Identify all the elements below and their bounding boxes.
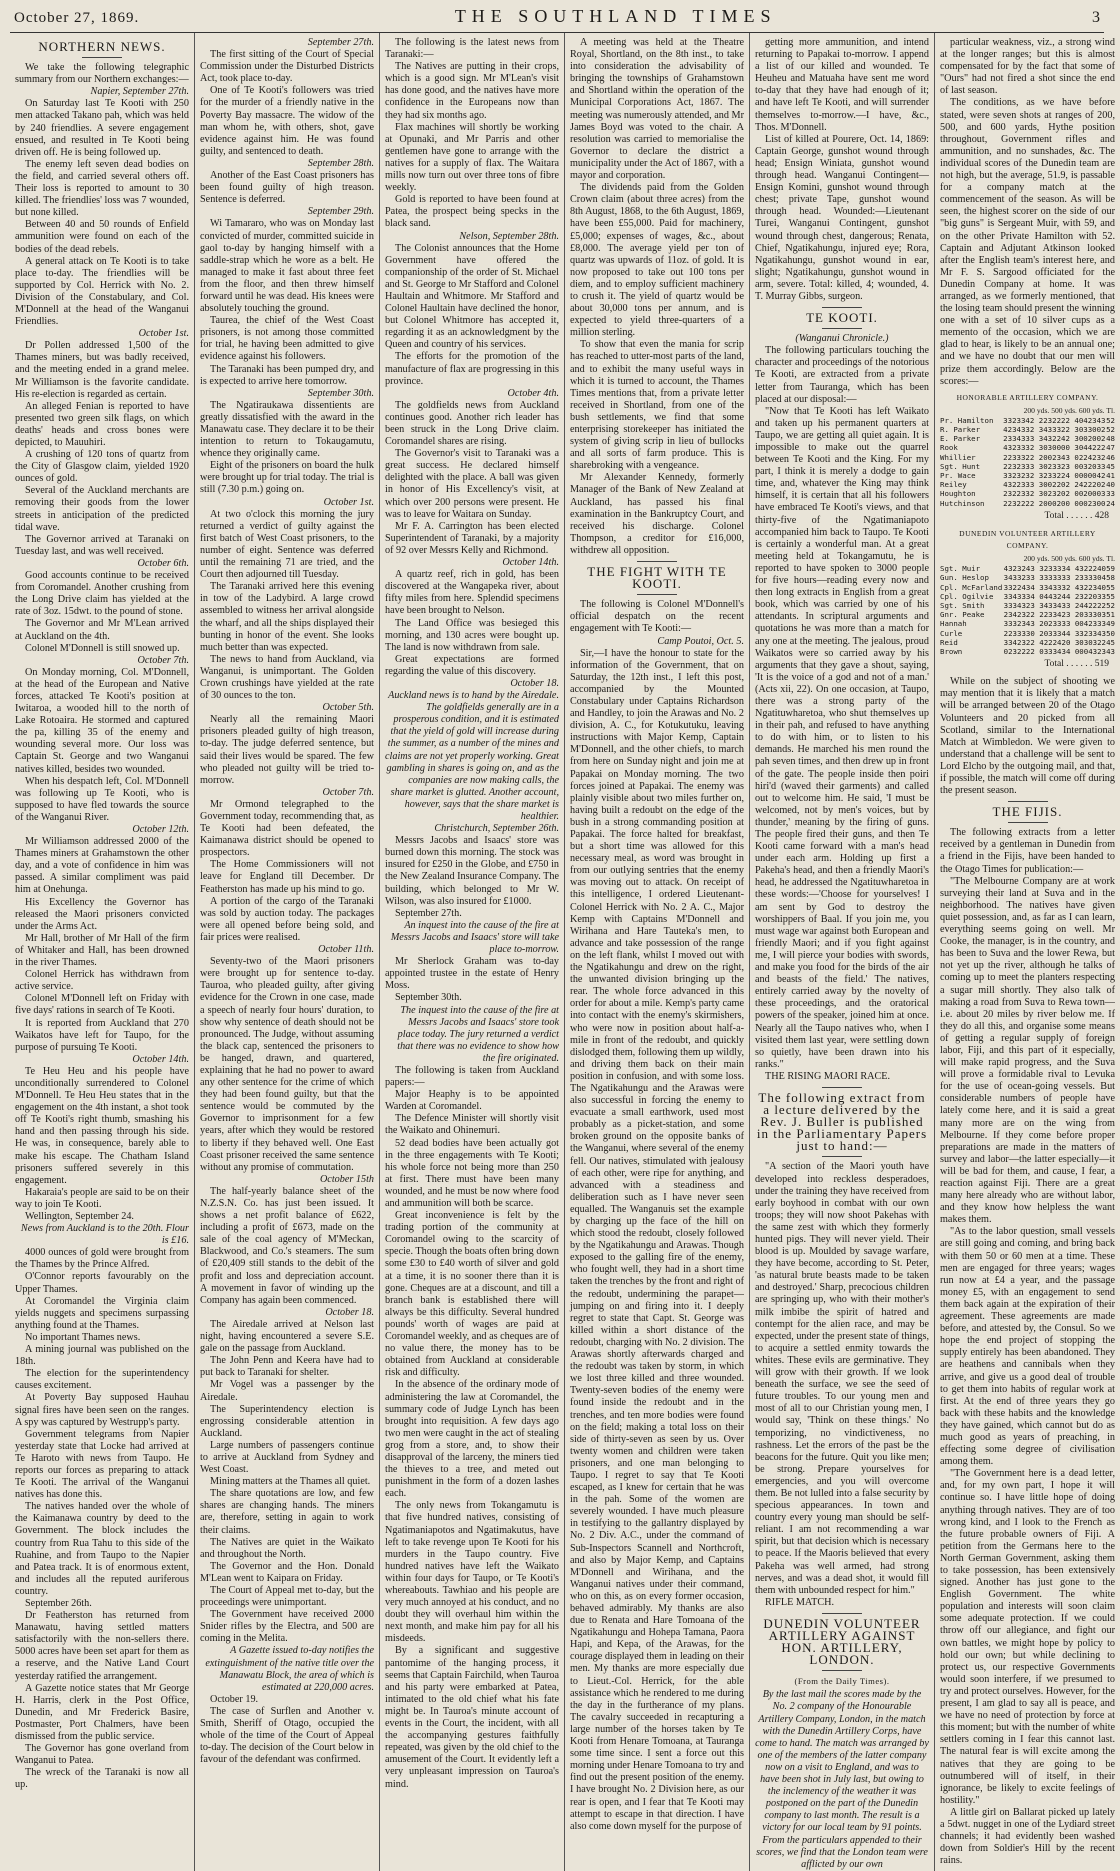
table-row	[940, 629, 1115, 638]
divider	[822, 1670, 862, 1671]
article-paragraph: Colonel M'Donnell is still snowed up.	[25, 642, 180, 654]
article-paragraph: Major Heaphy is to be appointed Warden at Coromandel.	[385, 1089, 559, 1113]
article-paragraph: One of Te Kooti's followers was tried for the murder of a friendly native in the Poverty Bay massacre. The widow of the man whom he, with others, shot, gave evidence against him. He was found guilty, and sentenced to death.	[200, 85, 374, 157]
article-paragraph: Another of the East Coast prisoners has been found guilty of high treason. Sentence is deferred.	[200, 170, 374, 206]
shooter-total: 59	[1106, 564, 1115, 574]
article-paragraph: Mr Hall, brother of Mr Hall of the firm of Whitaker and Hall, has been drowned in the river Thames.	[15, 932, 189, 969]
article-paragraph: At two o'clock this morning the jury returned a verdict of guilty against the first batch of West Coast prisoners, to the number of eight. Sentence was deferred until the remaining 71 are tried, and the Court then adjourned till Tuesday.	[200, 508, 374, 581]
article-paragraph: List of killed at Pourere, Oct. 14, 1869: Captain George, gunshot wound through head; Ensign Winiata, gunshot wound through head. Wanganui Contingent—Ensign Komini, gunshot wound through chest; private Tape, gunshot wound through head. Wounded:—Lieutenant Turei, Wanganui Contingent, gunshot wound through chest, dangerous; Renata, Chief, Ngatikahungu, injured eye; Rora, Ngatikahungu, gunshot wound in ear, slight; Ngatikahungu, gunshot wound in arm, severe. Total: killed, 4; wounded, 4. T. Murray Gibbs, surgeon.	[755, 133, 929, 302]
total-hac: Total . . . . . . 428	[1044, 510, 1109, 521]
divider	[82, 57, 122, 58]
shooter-name: Brown	[940, 646, 963, 656]
article-paragraph: O'Connor reports favourably on the Upper Thames.	[15, 1271, 189, 1295]
article-paragraph: Nearly all the remaining Maori prisoners pleaded guilty of high treason, to-day. The judge deferred sentence, but said their lives would be spared. The few who pleaded not guilty will be tried to-morrow.	[200, 714, 374, 786]
article-paragraph: The Court of Appeal met to-day, but the proceedings were unimportant.	[200, 1585, 374, 1609]
dateline: September 30th.	[307, 387, 374, 399]
table-row	[940, 489, 1115, 498]
article-paragraph: September 30th.	[395, 992, 462, 1004]
article-paragraph: Colonel M'Donnell left on Friday with five days' rations in search of Te Kooti.	[15, 993, 189, 1017]
article-paragraph: Messrs Jacobs and Isaacs' store was burned down this morning. The stock was insured for £250 in the Globe, and £750 in the New Zealand Insurance Company. The building, which belonged to Mr W. Wilson, was also insured for £1000.	[385, 835, 559, 907]
dateline: Nelson, September 28th.	[459, 230, 559, 242]
dateline: Auckland news is to hand by the Airedale. The goldfields generally are in a prosperous condition, and it is estimated that the yield of gold will increase during the summer, as a number of the mines and claims are not yet properly working. Great gambling in shares is going on, and as the companies are now making calls, the share market is glutted. Another account, however, says that the share market is healthier.	[385, 690, 560, 822]
article-paragraph: The Natives are quiet in the Waikato and throughout the North.	[200, 1536, 374, 1560]
heading-the-fijis: THE FIJIS.	[992, 804, 1063, 820]
shot-scores: 4234332 3433322 3033002	[1003, 425, 1106, 435]
shooter-name: Gnr. Peake	[940, 610, 985, 620]
shooter-name: Sgt. Smith	[940, 600, 985, 610]
section-heading: TE KOOTI.	[806, 310, 878, 326]
shooter-name: Cpl. McFarland	[940, 582, 1003, 592]
article-paragraph: Seventy-two of the Maori prisoners were brought up for sentence to-day. Tauroa, who pleaded guilty, after giving evidence for the Crown in one case, made a speech of nearly four hours' duration, to show why sentence of death should not be pronounced. The Judge, without assuming the black cap, sentenced the prisoners to be hanged, drawn, and quartered, explaining that he had no power to award any other sentence for the crime of which they had been found guilty, but that the sentence would be commuted by the Governor to imprisonment for a few years, after which they would be restored to liberty if they behaved well. One East Coast prisoner received the same sentence without any promise of commutation.	[200, 956, 374, 1173]
divider	[822, 307, 862, 308]
table-row	[940, 434, 1115, 443]
section-heading: The following extract from a lecture delivered by the Rev. J. Buller is published in the Parliamentary Papers just to hand:—	[756, 1089, 928, 1154]
shooter-name: Rook	[940, 443, 958, 453]
article-paragraph: Mr Ormond telegraphed to the Government today, recommending that, as Te Kooti had been defeated, the Kaimanawa district should be opened to prospectors.	[200, 798, 374, 859]
shot-scores: 3323342 2232222 4042343	[1003, 415, 1106, 425]
col6-body-top	[940, 37, 1115, 388]
article-paragraph: By a significant and suggestive pantomime of the hanging process, it seems that Captain Fairchild, when Tauroa and his party were embarked at Patea, intimated to the old chief what his fate might be. In Tauroa's minute account of events in the Court, the incident, with all the accompanying gestures faithfully repeated, was given by the old chief to the amusement of the Court. It evidently left a very unpleasant impression on Tauroa's mind.	[385, 1645, 559, 1790]
dateline: October 12th.	[132, 824, 189, 835]
article-paragraph: The goldfields news from Auckland continues good. Another rich leader has been struck in the Long Drive claim. Coromandel shares are rising.	[385, 399, 559, 448]
shot-scores: 3342322 4222420 3030322	[1003, 637, 1106, 647]
columns	[10, 33, 1115, 1870]
article-paragraph: A mining journal was published on the 18th.	[15, 1344, 189, 1368]
shot-scores: 3343334 0443244 2322033	[1003, 591, 1106, 601]
article-paragraph: The share quotations are low, and few shares are changing hands. The miners are, therefore, setting in again to work their claims.	[200, 1488, 374, 1536]
section-heading: THE FIGHT WITH TE KOOTI.	[587, 564, 727, 592]
dateline: Napier, September 27th.	[90, 86, 189, 98]
article-paragraph: Colonel Herrick has withdrawn from active service.	[15, 969, 189, 993]
article-paragraph: The Taranaki arrived here this evening in tow of the Ladybird. A large crowd assembled to witness her arrival alongside the wharf, and all the ships displayed their bunting in honor of the event. She looks much better than was expected.	[200, 581, 374, 653]
table-row	[940, 462, 1115, 471]
article-paragraph: getting more ammunition, and intend returning to Papakai to-morrow. I append a list of our killed and wounded. Te Heuheu and Matuaha have sent me word to-day that they have had enough of it; and have left Te Kooti, and will surrender themselves to-morrow.—I have, &c., Thos. M'Donnell.	[755, 37, 929, 133]
table-title-hac: HONORABLE ARTILLERY COMPANY.	[956, 392, 1099, 402]
article-paragraph: The Natives are putting in their crops, which is a good sign. Mr M'Lean's visit has done good, and the natives have more confidence in the Europeans now than they had six months ago.	[385, 61, 559, 121]
shooter-name: Cpl. Ogilvie	[940, 591, 994, 601]
article-paragraph: We take the following telegraphic summary from our Northern exchanges:—	[15, 62, 189, 86]
article-paragraph: The Taranaki has been pumped dry, and is expected to arrive here tomorrow.	[200, 363, 374, 387]
section-heading: DUNEDIN VOLUNTEER ARTILLERY AGAINST HON. ARTILLERY, LONDON.	[763, 1615, 921, 1668]
newspaper-title: THE SOUTHLAND TIMES	[454, 6, 777, 26]
article-paragraph: The John Penn and Keera have had to put back to Taranaki for shelter.	[200, 1355, 374, 1379]
shooter-total: 55	[1106, 591, 1115, 601]
column-3	[380, 33, 565, 1871]
issue-date: October 27, 1869.	[14, 10, 140, 26]
article-paragraph: Te Heu Heu and his people have unconditionally surrendered to Colonel M'Donnell. Te Heu Heu states that in the engagement on the 4th instant, a shot took off Te Kooti's right thumb, smashing his hand and then passing through his side. He was, in consequence, barely able to make his escape. The Chatham Island prisoners suffered severely in this engagement.	[15, 1065, 189, 1186]
article-paragraph: The enemy left seven dead bodies on the field, and carried several others off. Their loss is reported to amount to 30 killed. The friendlies' loss was 7 wounded, but none killed.	[15, 158, 189, 219]
column-1	[10, 33, 195, 1871]
dateline: The inquest into the cause of the fire at Messrs Jacobs and Isaacs' store took place today. The jury returned a verdict that there was no evidence to show how the fire originated.	[397, 1004, 559, 1064]
dateline: October 15th	[319, 1173, 374, 1185]
article-paragraph: At Poverty Bay supposed Hauhau signal fires have been seen on the ranges. A spy was captured by Westrupp's party.	[15, 1392, 189, 1428]
article-paragraph: The efforts for the promotion of the manufacture of flax are progressing in this province.	[385, 351, 559, 387]
shot-scores: 4322333 3002202 2422202	[1003, 480, 1106, 490]
article-paragraph: No important Thames news.	[25, 1331, 141, 1343]
shooter-total: 50	[1106, 628, 1115, 638]
dateline: A Gazette issued to-day notifies the extinguishment of the native title over the Manawatu Block, the area of which is estimated at 220,000 acres.	[205, 1645, 374, 1693]
shooter-name: R. Parker	[940, 425, 981, 435]
col2-body	[200, 37, 374, 1766]
divider	[822, 1156, 862, 1157]
article-paragraph: Dr Featherston has returned from Manawatu, having settled matters satisfactorily with the non-sellers there. 5000 acres have been set apart for them as a reserve, and the Native Land Court yesterday ratified the arrangement.	[15, 1610, 189, 1682]
article-paragraph: On Saturday last Te Kooti with 250 men attacked Takano pah, which was held by 240 friendlies. A severe engagement ensued, and resulted in Te Kooti being driven off. He is being followed up.	[15, 98, 189, 158]
table-row	[940, 619, 1115, 628]
shooter-name: E. Parker	[940, 434, 981, 444]
article-paragraph: A Gazette notice states that Mr George H. Harris, clerk in the Post Office, Dunedin, and Mr Frederick Basire, Postmaster, Port Chalmers, have been dismissed from the public service.	[15, 1682, 189, 1743]
divider	[1008, 822, 1048, 823]
article-paragraph: The first sitting of the Court of Special Commission under the Disturbed Districts Act, took place to-day.	[200, 49, 374, 85]
article-paragraph: The Ngatiraukawa dissentients are greatly dissatisfied with the award in the Manawatu case. They declare it to be their intention to return to Tokaugamutu, whence they originally came.	[200, 399, 374, 460]
shooter-name: Reiley	[940, 480, 967, 490]
scores-table-dunedin	[940, 564, 1115, 656]
article-paragraph: Mr F. A. Carrington has been elected Superintendent of Taranaki, by a majority of 92 over Messrs Kelly and Richmond.	[385, 520, 559, 556]
article-paragraph: His Excellency the Governor has released the Maori prisoners convicted under the Arms Act.	[15, 896, 189, 932]
divider	[822, 1613, 862, 1614]
table-title-dunedin: DUNEDIN VOLUNTEER ARTILLERY COMPANY.	[959, 528, 1096, 551]
scores-table-hac	[940, 416, 1115, 508]
article-paragraph: The Land Office was besieged this morning, and 130 acres were bought up. The land is now withdrawn from sale.	[385, 617, 559, 653]
shooter-total: 40	[1106, 480, 1115, 490]
dateline: October 7th.	[137, 654, 189, 666]
total-label: Total	[1044, 510, 1064, 521]
shooter-name: Whillier	[940, 452, 976, 462]
shot-scores: 2232333 3023323 0032033	[1003, 461, 1106, 471]
col6-body-mid	[940, 676, 1115, 797]
shot-scores: 3323232 3233224 0000042	[1003, 471, 1106, 481]
column-5	[750, 33, 935, 1871]
article-paragraph: The Defence Minister will shortly visit the Waikato and Ohinemuri.	[385, 1113, 559, 1137]
article-paragraph: Mr Vogel was a passenger by the Airedale.	[200, 1379, 374, 1403]
divider	[822, 328, 862, 329]
article-paragraph: The election for the superintendency causes excitement.	[15, 1368, 189, 1392]
article-paragraph: "The Government here is a dead letter, and, for my own part, I hope it will continue so. I have little hope of doing anything through natives. They are of too wrong kind, and I look to the French as the future probable owners of Fiji. A petition from the Germans here to the North German Government, asking them to take possession, has been extensively signed. Another has just gone to the English Government. The white population and interests will soon claim some adequate protection. If we could throw off our allegiance, and fight our own battles, we might hope by policy to hold our own; but while declining to protect us, our respective Governments would soon interfere, if we presumed to try and protect ourselves. However, for the present, I am glad to say all is peace, and we have no need of protection by force at this moment; but with the number of white settlers coming in I fear this cannot last. The natural fear is will excite among the natives that they are going to be outnumbered will of itself, in their ignorance, be likely to excite feelings of hostility."	[940, 1468, 1115, 1806]
column-2	[195, 33, 380, 1871]
shooter-total: 24	[1106, 498, 1115, 508]
table-row	[940, 592, 1115, 601]
article-paragraph: Sir,—I have the honour to state for the information of the Government, that on Saturday, the 12th inst., I left this post, accompanied by the Mounted Constabulary under Captains Richardson and Handley, to join the Arawas and No. 2 division, A. C., for Kotukutuku, leaving instructions with Major Kemp, Captain M'Donnell, and the other chiefs, to march from here on Sunday night and join me at Papakai on Monday morning. The two forces joined at Papakai. The enemy was plainly visible about two miles further on, having built a redoubt on the edge of the bush in a strong commanding position at Papakai. The force halted for breakfast, but a short time was allowed for this necessary meal, as word was brought in from our outlying sentries that the enemy was moving out to attack. On receipt of this intelligence, I ordered Lieutenant-Colonel Herrick with No. 2 A. C., Major Kemp with Captains M'Donnell and Wirihana and Hare Tauteka's men, to advance and take possession of the range on the left flank, whilst I moved out with the Ngatikahungu and drew on the right, the unwanted division bringing up the rear. The whole force advanced in this order for about a mile. Kemp's party came into contact with the enemy's skirmishers, who were now in position about half-a-mile in front of the redoubt, and quickly dislodged them, following them up wildly, and driving them back on their main position in confusion, and with some loss. The Ngatikahungu and the Arawas were also successful in forcing the enemy to evacuate a small earthwork, used most probably as a picket-station, and some broken ground on the opposite banks of the Wanganui, where several of the enemy fell. Our natives, stimulated with jealousy of each other, were ripe for anything, and advanced with a steadiness and deliberation such as I have never seen equalled. The Wanganuis set the example by charging up the face of the hill on which stood the redoubt, closely followed by the Ngatikahungu and Arawas. Though exposed to the galling fire of the enemy, who fought well, they had in a short time taken the trenches by the front and right of the redoubt, undermining the parapet—jumping on and firing into it. I deeply regret to state that Capt. St. George was killed within a short distance of the redoubt, charging with No. 2 division. The Arawas shortly afterwards charged and the redoubt was taken by storm, in which we lost three killed and three wounded. Twenty-seven bodies of the enemy were found inside the redoubt and in the trenches, and ten more bodies were found on the field; making a total loss on their side of thirty-seven as seen by us. Over twenty women and children were taken prisoners, and one man belonging to Taupo. I regret to say that Te Kooti escaped, as I knew for certain that he was in the pah. Some of the women are severely wounded. I have much pleasure in testifying to the gallantry displayed by No. 2 Div. A.C., under the command of Sub-Inspectors Scannell and Northcroft, and also by Major Kemp, and Captains M'Donnell and Wirihana, and the Wanganui natives under their command, who on this, as on every former occasion, behaved admirably. My thanks are also due to Renata and Hare Tomoana of the Ngatikahungu and Hohepa Tamana, Paora Hapi, and Kepa, of the Arawas, for the courage displayed them in leading on their men. My thanks are more especially due to Lieut.-Col. Herrick, for the able assistance which he rendered to me during the day in the furtherance of my plans. The cavalry succeeded in recapturing a large number of the horses taken by Te Kooti from Henare Tomoana, at Tauranga some time since. I sent a force out this morning under Henare Tomoana to try and find out the present position of the enemy. I have brought No. 2 Division here, as our rear is open, and I fear that Te Kooti may attempt to escape in that direction. I have also come down myself for the purpose of	[570, 647, 744, 1832]
article-paragraph: The case of Surflen and Another v. Smith, Sheriff of Otago, occupied the whole of the time of the Court of Appeal to-day. The decision of the Court below in favour of the defendant was confirmed.	[200, 1705, 374, 1766]
shooter-name: Sgt. Muir	[940, 564, 981, 574]
shot-scores: 0232222 0333434 0004323	[1003, 646, 1106, 656]
total-dunedin: Total . . . . . . 519	[1044, 659, 1109, 670]
article-paragraph: September 26th.	[25, 1598, 92, 1609]
shot-scores: 3332343 2023333 0042333	[1003, 619, 1106, 629]
article-paragraph: September 27th.	[395, 907, 462, 919]
shot-scores: 2233322 2002343 0224232	[1003, 452, 1106, 462]
dateline: October 14th.	[502, 557, 559, 569]
article-paragraph: Between 40 and 50 rounds of Enfield ammunition were found on each of the bodies of the dead rebels.	[15, 219, 189, 255]
shooter-total: 48	[1106, 434, 1115, 444]
article-paragraph: particular weakness, viz., a strong wind at the longer ranges; but this is almost compensated for by the fact that some of "Ours" had not fired a shot since the end of last season.	[940, 37, 1115, 97]
shooter-total: 58	[1106, 573, 1115, 583]
article-paragraph: The Governor has gone overland from Wanganui to Patea.	[15, 1743, 189, 1767]
article-paragraph: "A section of the Maori youth have developed into reckless desperadoes, under the training they have received from early boyhood in combat with our own troops; they will now shoot Pakehas with the same zest with which they formerly hunted pigs. They will never yield. Their blood is up. Moulded by savage warfare, they have become, according to St. Peter, 'as natural brute beasts made to be taken and destroyed.' Sharp, precocious children are springing up, who with their mother's milk imbibe the spirit of hatred and contempt for the alien race, and may be expected, under the present state of things, to acquire a settled enmity towards the whites. These evils are germinative. They will grow with their growth. If we look beneath the surface, we see the seed of future troubles. To our young men and most of all to our Christian young men, I would say, 'Think on these things.' No temporizing, no vindictiveness, no rashness. Let the errors of the past be the beacons for the future. Quit you like men; be strong. Prepare yourselves for emergencies, and you will overcome them. Be not lulled into a false security by specious appearances. In town and country every young man should be self-reliant. I am not recommending a war spirit, but that decision which is necessary to peace. If the Maoris believed that every Pakeha was well armed, had strong nerves, and was a dead shot, it would fill them with unbounded respect for him."	[755, 1161, 929, 1596]
article-paragraph: Government telegrams from Napier yesterday state that Locke had arrived at Te Haroto with news from Taupo. He reports our forces as preparing to attack Te Kooti. The arrival of the Wanganui natives has done this.	[15, 1428, 189, 1501]
shooter-total: 47	[1106, 443, 1115, 453]
article-paragraph: The following extracts from a letter received by a gentleman in Dunedin from a friend in the Fijis, have been handed to the Otago Times for publication:—	[940, 827, 1115, 875]
shooter-total: 49	[1106, 619, 1115, 629]
shot-scores: 2334333 3432242 3002002	[1003, 434, 1106, 444]
table-row	[940, 583, 1115, 592]
table-row	[940, 573, 1115, 582]
article-paragraph: The wreck of the Taranaki is now all up.	[15, 1767, 189, 1791]
subheading: (From the Daily Times).	[794, 1676, 890, 1687]
article-paragraph: Eight of the prisoners on board the hulk were brought up for trial today. The trial is still (7.30 p.m.) going on.	[200, 460, 374, 496]
table-header-dunedin: 200 yds. 500 yds. 600 yds. Tl.	[1023, 554, 1115, 564]
table-row	[940, 480, 1115, 489]
article-paragraph: On Monday morning, Col. M'Donnell, at the head of the European and Native forces, attacked Te Kooti's position at Iwitaroa, a wooded hill to the north of Lake Rotoaira. He stormed and captured the pa, killing 35 of the enemy and wounding several more. Our loss was Captain St. George and two Wanganui natives killed, besides two wounded.	[15, 666, 189, 775]
article-paragraph: The natives handed over the whole of the Kaimanawa country by deed to the Government. The block includes the country from Rua Tahu to this side of the Ruahine, and from Taupo to the Napier and Patea track. It is of enormous extent, and includes all the reputed auriferous country.	[15, 1501, 189, 1597]
article-paragraph: The dividends paid from the Golden Crown claim (about three acres) from the 8th August, 1868, to the 6th August, 1869, have been £55,000. Paid for machinery, £5,000; expenses of wages, &c., about £8,000. The average yield per ton of quartz was upwards of 11oz. of gold. It is now proposed to take out 100 tons per diem, and to employ sufficient machinery to crush it. The yield of quartz would be about 30,000 tons per annum, and is expected to yield three-quarters of a million sterling.	[570, 182, 744, 339]
dateline: October 11th.	[318, 944, 374, 956]
article-paragraph: "Now that Te Kooti has left Waikato and taken up his permanent quarters at Taupo, we are getting all quiet again. It is impossible to make out the quarrel between Te Kooti and the King. For my part, I think it is merely a dodge to gain time, and, whatever the King may think himself, it is certain that all his followers have embraced Te Kooti's views, and that thirty-five of the Ngatimaniapoto accompanied him back to Taupo. Te Kooti is certainly a wonderful man. At a great meeting held at Tokangamutu, he is reported to have spoken to 3000 people for five hours—reading every now and then long extracts in English from a great book, which was carried by one of his attendants. In scriptural arguments and quotations he was more than a match for any one at the meeting. The jealous, proud Waikatos were so carried away by his arguments that they gave a shout, saying, 'It is the voice of a god and not of a man.' (Acts xii, 22). On one occasion, at Taupo, there was a strong party of the Ngatituwharetoa, who shut themselves up in their pah, and refused to have anything to do with him, or to listen to his demands. He marched his men round the pah seven times, and then drew up in front of the gate. The people inside then poiri hiri'd (waved their garments) and called out to welcome him. He said, 'I must be welcomed, not by men's voices, but by thunder,' meaning by the firing of guns. The people fired their guns, and then Te Kooti came forward with a man's head under each arm. Holding up first a Pakeha's head, and then a friendly Maori's head, he addressed the Ngatituwharetoa in these words:—'Choose for yourselves! I am sent by God to destroy the worshippers of Baal. If you join me, you must wage war against both European and friendly Maori; and if you fight against me, I will pierce your bodies with swords, and make you food for the birds of the air and beasts of the field.' The natives, entirely carried away by the novelty of these proceedings, and the oratorical powers of the speaker, joined him at once. Nearly all the Taupo natives who, when I visited them last year, were settling down so quietly, have been drawn into his ranks."	[755, 405, 929, 1070]
shooter-total: 41	[1106, 471, 1115, 481]
shooter-total: 52	[1106, 425, 1115, 435]
source-note: By the last mail the scores made by the No. 2 company of the Honourable Artillery Company, London, in the match with the Dunedin Artillery Corps, have come to hand. The match was arranged by one of the members of the latter company now on a visit to England, and was to have been shot in July last, but owing to the inclemency of the weather it was postponed on the part of the Dunedin company to last month. The result is a victory for our local team by 91 points. From the particulars appended to their scores, we find that the London team were afflicted by our own	[755, 1689, 929, 1870]
shooter-total: 33	[1106, 489, 1115, 499]
article-paragraph: Flax machines will shortly be working at Opunaki, and Mr Parris and other gentlemen have gone to arrange with the natives for a supply of flax. The Waitara mills now turn out over three tons of fibre weekly.	[385, 121, 559, 194]
col5-body	[755, 37, 929, 1871]
column-4	[565, 33, 750, 1871]
article-paragraph: The following particulars touching the character and proceedings of the notorious Te Kooti, are extracted from a private letter from Tauranga, which has been placed at our disposal:—	[755, 345, 929, 405]
table-row	[940, 425, 1115, 434]
article-paragraph: Great expectations are formed regarding the value of this discovery.	[385, 653, 559, 677]
shot-scores: 3334323 3433433 2442222	[1003, 600, 1106, 610]
shooter-total: 45	[1106, 637, 1115, 647]
shot-scores: 2233330 2033344 3323343	[1003, 628, 1106, 638]
article-paragraph: RIFLE MATCH.	[765, 1596, 835, 1608]
table-row	[940, 638, 1115, 647]
article-paragraph: The following is taken from Auckland papers:—	[385, 1064, 559, 1089]
article-paragraph: Wellington, September 24.	[25, 1211, 134, 1222]
column-6	[935, 33, 1120, 1871]
article-paragraph: 52 dead bodies have been actually got in the three engagements with Te Kooti; his whole force not being more than 250 at first. There must have been many wounded, and he must be now where food and ammunition will both be scarce.	[385, 1137, 559, 1209]
article-paragraph: The news to hand from Auckland, via Wanganui, is unimportant. The Golden Crown crushings have yielded at the rate of 30 ounces to the ton.	[200, 653, 374, 702]
table-row	[940, 499, 1115, 508]
table-row	[940, 601, 1115, 610]
article-paragraph: October 19.	[210, 1693, 259, 1705]
shooter-total: 55	[1106, 582, 1115, 592]
col6-body-fiji	[940, 827, 1115, 1867]
heading-northern-news: NORTHERN NEWS.	[38, 39, 166, 54]
table-row	[940, 453, 1115, 462]
article-paragraph: "As to the labor question, small vessels are still going and coming, and bring back with them 50 or 60 men at a time. These men are engaged for three years; wages run now at £4 a year, and the passage money £5, with an engagement to send them back again at the expiration of their agreement. These agreements are made before, and attested by, the Consul. So we hope the end project of stopping the supply entirely has been abandoned. They are heathens and cannibals when they arrive, and give us a good deal of trouble to get them into habits of regular work at first. At the end of three years they go back with these habits and the knowledge they have gained, which cannot but do as much good as years of preaching, in effecting some degree of civilisation among them.	[940, 1226, 1115, 1468]
table-row	[940, 647, 1115, 656]
article-paragraph: Wi Tamararo, who was on Monday last convicted of murder, committed suicide in gaol to-day by hanging himself with a saddle-strap which he wore as a belt. He managed to make it fast about three feet from the floor, and then threw himself forward until he was dead. His knees were absolutely touching the ground.	[200, 218, 374, 315]
col4-body	[570, 37, 744, 1833]
article-paragraph: While on the subject of shooting we may mention that it is likely that a match will be arranged between 20 of the Otago Volunteers and 20 picked from all Scotland, similar to the International Match at Wimbledon. We were given to understand that a challenge will be sent to Lord Elcho by the outgoing mail, and that, if possible, the match will come off during the present season.	[940, 676, 1115, 797]
divider	[822, 1087, 862, 1088]
dateline: October 7th.	[322, 786, 374, 798]
dateline: October 4th.	[507, 387, 559, 399]
article-paragraph: At Coromandel the Virginia claim yields nuggets and specimens surpassing anything found at the Thames.	[15, 1295, 189, 1331]
article-paragraph: In the absence of the ordinary mode of administering the law at Coromandel, the summary code of Judge Lynch has been brought into requisition. A few days ago two men were caught in the act of stealing grog from a store, and, to show their disapproval of the larceny, the miners tied the thieves to a tree, and meted out punishment in the form of a dozen lashes each.	[385, 1379, 559, 1500]
shot-scores: 2322332 3023202 0020003	[1003, 489, 1106, 499]
shooter-name: Gun. Heslop	[940, 573, 989, 583]
shot-scores: 3433233 3333333 2333304	[1003, 573, 1106, 583]
shooter-name: Hutchinson	[940, 498, 985, 508]
shooter-name: Reid	[940, 637, 958, 647]
col1-body	[15, 62, 189, 1791]
table-row	[940, 443, 1115, 452]
col3-body	[385, 37, 559, 1791]
article-paragraph: A little girl on Ballarat picked up lately a 5dwt. nugget in one of the Lydiard street channels; it had evidently been washed down from Soldier's Hill by the recent rains.	[940, 1806, 1115, 1867]
shooter-total: 52	[1106, 600, 1115, 610]
article-paragraph: Mr Alexander Kennedy, formerly Manager of the Bank of New Zealand at Auckland, has passed his final examination in the Bankruptcy Court, and received his discharge. Colonel Thompson, a creditor for £16,000, withdrew all opposition.	[570, 472, 744, 556]
article-paragraph: Mr Sherlock Graham was to-day appointed trustee in the estate of Henry Moss.	[385, 956, 559, 992]
article-paragraph: To show that even the mania for scrip has reached to utter-most parts of the land, and to exhibit the many useful ways in which it is turned to account, the Thames Times mentions that, from a private letter received in Shortland, from one of the bush settlements, we find that some enterprising storekeeper has initiated the system of giving scrip in lieu of bullocks and all sorts of farm produce. This is sharebroking with a vengeance.	[570, 339, 744, 472]
shooter-name: Pr. Wace	[940, 471, 976, 481]
article-paragraph: Great inconvenience is felt by the trading portion of the community at Coromandel owing to the scarcity of specie. Though the boats often bring down some £30 to £40 worth of silver and gold at a time, it is no sooner there than it is gone. Cheques are at a discount, and till a branch bank is established there will always be this difficulty. Several hundred pounds' worth of wages are paid at Coromandel weekly, and as cheques are of no value there, the money has to be obtained from Auckland at considerable risk and difficulty.	[385, 1210, 559, 1379]
dateline: Christchurch, September 26th.	[434, 823, 559, 835]
article-paragraph: A portion of the cargo of the Taranaki was sold by auction today. The packages were all opened before being sold, and fair prices were realised.	[200, 895, 374, 943]
article-paragraph: The half-yearly balance sheet of the N.Z.S.N. Co. has just been issued. It shows a net profit balance of £622, including a profit of £673, made on the sale of the coal agency of M'Meckan, Blackwood, and Co.'s steamers. The sum of £20,409 still stands to the debit of the profit and loss and depreciation account. A movement in favor of winding up the Company has again been commenced.	[200, 1185, 374, 1306]
article-paragraph: It is reported from Auckland that 270 Waikatos have left for Taupo, for the purpose of pursuing Te Kooti.	[15, 1017, 189, 1053]
article-paragraph: Several of the Auckland merchants are removing their goods from the lower streets in anticipation of the predicted tidal wave.	[15, 485, 189, 533]
table-row	[940, 564, 1115, 573]
shooter-total: 52	[1106, 415, 1115, 425]
article-paragraph: The only news from Tokangamutu is that five hundred natives, consisting of Ngatimaniapotos and Ngatimakutus, have left to take revenge upon Te Kooti for his murders in the Taupo country. Five hundred natives have left the Waikato within four days for Taupo, or Te Kooti's whereabouts. Tawhiao and his people are very much annoyed at his conduct, and no doubt they will overhaul him within the next month, and make him pay for all his misdeeds.	[385, 1500, 559, 1645]
dateline: October 18.	[510, 677, 559, 689]
dateline: September 27th.	[307, 37, 374, 48]
article-paragraph: A general attack on Te Kooti is to take place to-day. The friendlies will be supported by Col. Herrick with No. 2. Division of the Constabulary, and Col. M'Donnell at the head of the Wanganui Friendlies.	[15, 255, 189, 328]
article-paragraph: Hakaraia's people are said to be on their way to join Te Kooti.	[15, 1186, 189, 1210]
article-paragraph: A quartz reef, rich in gold, has been discovered at the Wangapeka river, about fifty miles from here. Splendid specimens have been brought to Nelson.	[385, 569, 559, 617]
article-paragraph: THE RISING MAORI RACE.	[765, 1070, 891, 1082]
article-paragraph: The conditions, as we have before stated, were seven shots at ranges of 200, 500, and 600 yards, Hythe position throughout, Government rifles and ammunition, and no sunshades, &c. The individual scores of the Dunedin team are not high, but the average, 51.9, is passable for a company match at the commencement of the season. As will be seen, the highest scorer on the side of our "big guns" is Sergeant Muir, with 59, and on the other Private Hamilton with 52. Captain and Adjutant Atkinson looked after the English team's interest here, and Mr F. S. Sargood officiated for the Dunedin Company at home. It was arranged, as we formerly mentioned, that the losing team should present the winning one with a set of 10 silver cups as a memento of the occasion, which we are glad to hear, is likely to be an annual one; and we have no doubt that our men will prize them accordingly. Below are the scores:—	[940, 97, 1115, 387]
article-paragraph: The following is Colonel M'Donnell's official despatch on the recent engagement with Te Kooti:—	[570, 599, 744, 635]
shot-scores: 2232222 2000200 0002300	[1003, 498, 1106, 508]
divider	[637, 561, 677, 562]
shooter-name: Sgt. Hunt	[940, 461, 981, 471]
article-paragraph: The Airedale arrived at Nelson last night, having encountered a severe S.E. gale on the passage from Auckland.	[200, 1318, 374, 1355]
article-paragraph: The Home Commissioners will not leave for England till December. Dr Featherston has made up his mind to go.	[200, 859, 374, 895]
total-value: 428	[1094, 510, 1109, 521]
total-label: Total	[1044, 659, 1064, 670]
shooter-name: Pr. Hamilton	[940, 415, 994, 425]
dateline: An inquest into the cause of the fire at Messrs Jacobs and Isaacs' store will take place to-morrow.	[390, 919, 559, 956]
table-row	[940, 471, 1115, 480]
article-paragraph: A meeting was held at the Theatre Royal, Shortland, on the 8th inst., to take into consideration the advisability of bringing the townships of Grahamstown and Shortland within the operation of the Municipal Corporations Act, 1867. The meeting was numerously attended, and Mr James Boyd was voted to the chair. A resolution was carried to memorialise the Governor to declare the district a municipality under the Act of 1867, with a mayor and corporation.	[570, 37, 744, 182]
shooter-name: Hannah	[940, 619, 967, 629]
dateline: October 14th.	[132, 1053, 189, 1065]
article-paragraph: The Superintendency election is engrossing considerable attention in Auckland.	[200, 1403, 374, 1439]
source-note: (Wanganui Chronicle.)	[795, 333, 889, 345]
article-paragraph: The Government have received 2000 Snider rifles by the Electra, and 500 are coming in the Melita.	[200, 1609, 374, 1645]
dateline: October 1st.	[138, 328, 189, 340]
article-paragraph: Good accounts continue to be received from Coromandel. Another crushing from the Long Drive claim has yielded at the rate of 3oz. 15dwt. to the pound of stone.	[15, 570, 189, 618]
dateline: September 28th.	[307, 157, 374, 169]
article-paragraph: The Governor and Mr M'Lean arrived at Auckland on the 4th.	[15, 618, 189, 642]
shooter-total: 51	[1106, 610, 1115, 620]
article-paragraph: Dr Pollen addressed 1,500 of the Thames miners, but was badly received, and the meeting ended in a grand melee. Mr Williamson is the favorite candidate. His re-election is regarded as certain.	[15, 340, 189, 400]
article-paragraph: 4000 ounces of gold were brought from the Thames by the Prince Alfred.	[15, 1247, 189, 1271]
article-paragraph: When his despatch left, Col. M'Donnell was following up Te Kooti, who is supposed to have fled towards the source of the Wanganui River.	[15, 775, 189, 823]
article-paragraph: An alleged Fenian is reported to have presented two green silk flags, on which deaths' heads and cross bones were depicted, to Mauuhiri.	[15, 400, 189, 448]
dateline: October 1st.	[323, 496, 374, 508]
dateline: News from Auckland is to the 20th. Flour is £16.	[20, 1223, 189, 1247]
shot-scores: 4323332 3030000 3044222	[1003, 443, 1106, 453]
article-paragraph: Taurea, the chief of the West Coast prisoners, is not among those committed for trial, he having been admitted to give evidence against his followers.	[200, 315, 374, 363]
shot-scores: 4323243 3233334 4322240	[1003, 564, 1106, 574]
masthead	[10, 6, 1104, 33]
article-paragraph: The Governor and the Hon. Donald M'Lean went to Kaipara on Friday.	[200, 1560, 374, 1584]
table-header-hac: 200 yds. 500 yds. 600 yds. Tl.	[1023, 405, 1115, 415]
article-paragraph: The Colonist announces that the Home Government have offered the companionship of the order of St. Michael and St. George to Mr Stafford and Colonel Haultain and Whitmore. Mr Stafford and Colonel Haultain have declined the honor, but Colonel Whitmore has accepted it, regarding it as an acknowledgment by the Queen and country of his services.	[385, 242, 559, 351]
dateline: Camp Poutoi, Oct. 5.	[657, 635, 744, 647]
shooter-name: Houghton	[940, 489, 976, 499]
article-paragraph: The following is the latest news from Taranaki:—	[385, 37, 559, 61]
shooter-total: 45	[1106, 461, 1115, 471]
shooter-name: Curle	[940, 628, 963, 638]
article-paragraph: The Governor's visit to Taranaki was a great success. He declared himself delighted with the place. A ball was given in honor of His Excellency's visit, at which over 200 persons were present. He was to leave for Waitara on Sunday.	[385, 448, 559, 520]
article-paragraph: A crushing of 120 tons of quartz from the City of Glasgow claim, yielded 1920 ounces of gold.	[15, 449, 189, 485]
article-paragraph: Mr Williamson addressed 2000 of the Thames miners at Grahamstown the other day, and a vote of confidence in him was passed. A similar compliment was paid him at Onehunga.	[15, 836, 189, 896]
shot-scores: 2342322 2233423 2033303	[1003, 610, 1106, 620]
article-paragraph: Mining matters at the Thames all quiet.	[210, 1476, 371, 1488]
article-paragraph: Large numbers of passengers continue to arrive at Auckland from Sydney and West Coast.	[200, 1439, 374, 1476]
table-row	[940, 416, 1115, 425]
dateline: October 6th.	[137, 557, 189, 569]
dateline: September 29th.	[307, 206, 374, 218]
page-number: 3	[1091, 9, 1100, 26]
shooter-total: 46	[1106, 452, 1115, 462]
article-paragraph: Gold is reported to have been found at Patea, the prospect being specks in the black sand.	[385, 194, 559, 230]
dateline: October 5th.	[322, 702, 374, 714]
shot-scores: 3322434 3343332 4322340	[1003, 582, 1106, 592]
shooter-total: 43	[1106, 646, 1115, 656]
article-paragraph: "The Melbourne Company are at work surveying their land at Suva and in the neighborhood. The natives have given quiet possession, and, as far as I can learn, everything seems going on well. Mr Cooke, the manager, is in the country, and has been to Suva and the lower Rewa, but not yet up the river, although he talks of coming up to meet the planters respecting a sugar mill shortly. They also talk of making a road from Suva to Rewa town—i.e. about 20 miles by river below me. If they do all this, and organise some means of getting a regular supply of foreign labor, Fiji, and this part of it especially, will make rapid progress, and the Suva will prove a formidable rival to Levuka for the use of ocean-going vessels. But considerable numbers of people have lately come here, and it is said a great many more are on the wing from Melbourne. If they come before proper preparations are made in the matters of survey and labor—the latter especially—it will be bad for them, and cause, I fear, a reaction against Fiji. There are a great many here already who are without labor, and they know how helpless the want makes them.	[940, 875, 1115, 1226]
total-value: 519	[1094, 659, 1109, 670]
divider	[637, 594, 677, 595]
article-paragraph: The Governor arrived at Taranaki on Tuesday last, and was well received.	[15, 533, 189, 557]
table-row	[940, 610, 1115, 619]
dateline: October 18.	[325, 1306, 374, 1318]
divider	[1008, 801, 1048, 802]
